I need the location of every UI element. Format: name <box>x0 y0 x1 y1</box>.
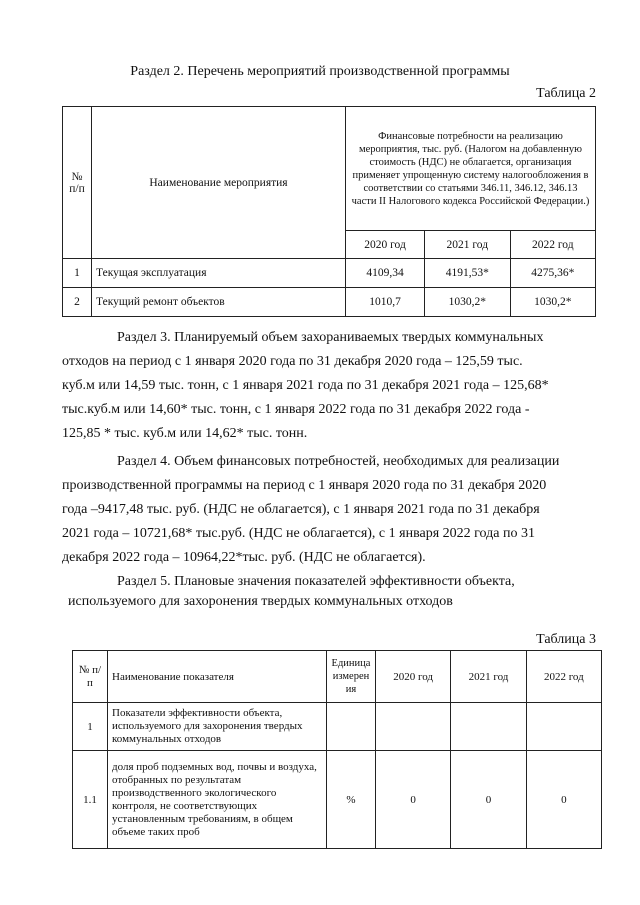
t3-row2-name: доля проб подземных вод, почвы и воздуха, отобранных по результатам производственного экологического контроля, не соответствующих установленным требованиям, в общем объеме таких проб <box>108 751 327 849</box>
t3-row2-2020: 0 <box>376 751 451 849</box>
table-row <box>63 288 596 317</box>
t2-year-2020: 2020 год <box>346 231 425 259</box>
t3-year-2022: 2022 год <box>526 651 601 703</box>
table-2 <box>62 106 596 317</box>
section-5-line: используемого для захоронения твердых коммунальных отходов <box>68 594 453 609</box>
section-4-line: года –9417,48 тыс. руб. (НДС не облагается), с 1 января 2021 года по 31 декабря <box>62 502 540 517</box>
t3-row2-unit: % <box>327 751 376 849</box>
t2-year-2022: 2022 год <box>510 231 595 259</box>
t2-row1-name: Текущая эксплуатация <box>92 259 346 288</box>
section-5-line: Раздел 5. Плановые значения показателей эффективности объекта, <box>117 574 515 589</box>
section-3-paragraph <box>62 326 598 446</box>
t3-row2-2022: 0 <box>526 751 601 849</box>
t3-header-name: Наименование показателя <box>108 651 327 703</box>
t2-row1-2022: 4275,36* <box>510 259 595 288</box>
section-4-line: Раздел 4. Объем финансовых потребностей, необходимых для реализации <box>117 454 560 469</box>
table-row <box>73 703 602 751</box>
table-2-label: Таблица 2 <box>536 86 596 101</box>
t3-row2-2021: 0 <box>451 751 526 849</box>
section-4-paragraph <box>62 450 598 570</box>
t3-row2-num: 1.1 <box>73 751 108 849</box>
t2-row1-2020: 4109,34 <box>346 259 425 288</box>
section-4-line: декабря 2022 года – 10964,22*тыс. руб. (НДС не облагается). <box>62 550 426 565</box>
t3-row1-num: 1 <box>73 703 108 751</box>
section-4-line: 2021 года – 10721,68* тыс.руб. (НДС не облагается), с 1 января 2022 года по 31 <box>62 526 535 541</box>
table-3 <box>72 650 602 849</box>
t2-row2-2020: 1010,7 <box>346 288 425 317</box>
t2-header-num: № п/п <box>63 107 92 259</box>
t2-header-name: Наименование мероприятия <box>92 107 346 259</box>
t3-row1-2020 <box>376 703 451 751</box>
t3-row1-name: Показатели эффективности объекта, используемого для захоронения твердых коммунальных отходов <box>108 703 327 751</box>
t3-header-unit: Единица измерения <box>327 651 376 703</box>
table-row <box>63 259 596 288</box>
t2-row2-name: Текущий ремонт объектов <box>92 288 346 317</box>
t3-row1-2022 <box>526 703 601 751</box>
t3-year-2020: 2020 год <box>376 651 451 703</box>
t2-header-finance: Финансовые потребности на реализацию мероприятия, тыс. руб. (Налогом на добавленную стоимость (НДС) не облагается, организация применяет упрощенную систему налогообложения в соответствии со статьями 346.11, 346.12, 346.13 части II Налогового кодекса Российской Федерации.) <box>346 107 596 231</box>
section-3-line: 125,85 * тыс. куб.м или 14,62* тыс. тонн. <box>62 426 308 441</box>
section-3-line: отходов на период с 1 января 2020 года по 31 декабря 2020 года – 125,59 тыс. <box>62 354 523 369</box>
t2-year-2021: 2021 год <box>425 231 510 259</box>
t3-header-num: № п/п <box>73 651 108 703</box>
t2-row1-2021: 4191,53* <box>425 259 510 288</box>
t2-row2-2021: 1030,2* <box>425 288 510 317</box>
section-3-line: куб.м или 14,59 тыс. тонн, с 1 января 2021 года по 31 декабря 2021 года – 125,68* <box>62 378 549 393</box>
section-3-line: тыс.куб.м или 14,60* тыс. тонн, с 1 января 2022 года по 31 декабря 2022 года - <box>62 402 530 417</box>
section-5-heading <box>62 572 598 612</box>
table-3-label: Таблица 3 <box>536 632 596 647</box>
t2-row2-2022: 1030,2* <box>510 288 595 317</box>
t2-row2-num: 2 <box>63 288 92 317</box>
t2-row1-num: 1 <box>63 259 92 288</box>
section-2-title: Раздел 2. Перечень мероприятий производственной программы <box>130 64 510 79</box>
section-3-line: Раздел 3. Планируемый объем захораниваемых твердых коммунальных <box>117 330 544 345</box>
table-row <box>73 751 602 849</box>
section-4-line: производственной программы на период с 1 января 2020 года по 31 декабря 2020 <box>62 478 547 493</box>
t3-year-2021: 2021 год <box>451 651 526 703</box>
t3-row1-2021 <box>451 703 526 751</box>
t3-row1-unit <box>327 703 376 751</box>
